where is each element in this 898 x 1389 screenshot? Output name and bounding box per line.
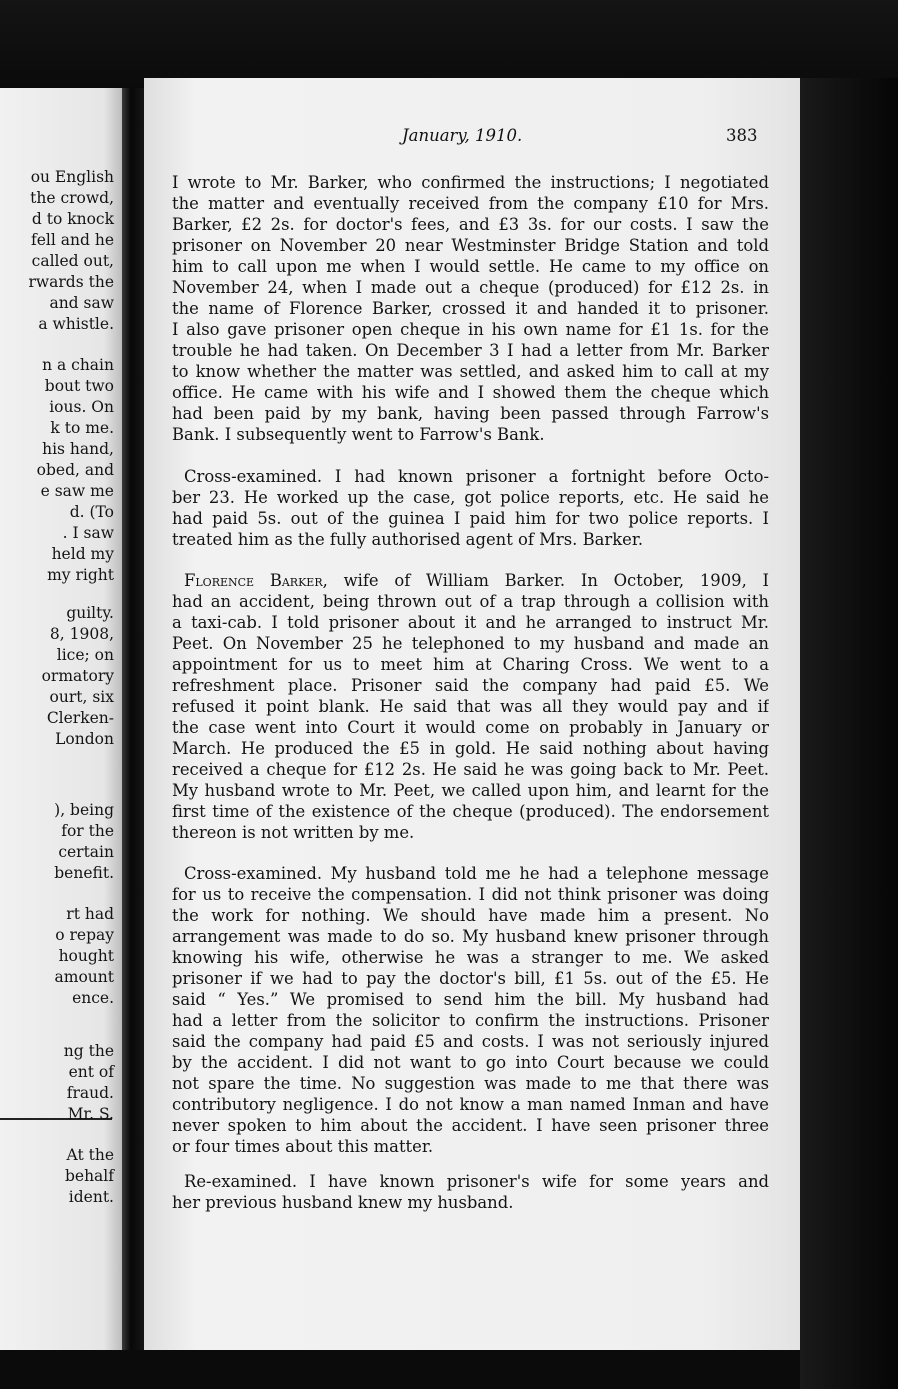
text-line: refused it point blank. He said that was all they would pay and if	[172, 697, 769, 716]
text-line: trouble he had taken. On December 3 I had a letter from Mr. Barker	[172, 341, 769, 360]
left-fragment: and saw	[49, 294, 114, 312]
left-fragment: ), being	[54, 801, 114, 819]
left-fragment: d to knock	[31, 210, 114, 228]
witness-line-rest: , wife of William Barker. In October, 1909, I	[322, 571, 769, 590]
left-fragment: my right	[47, 566, 114, 584]
left-fragment: a whistle.	[38, 315, 114, 333]
text-line: first time of the existence of the cheque (produced). The endorsement	[172, 802, 769, 821]
left-fragment: held my	[51, 545, 114, 563]
left-fragment: behalf	[64, 1167, 114, 1185]
text-line: Barker, £2 2s. for doctor's fees, and £3 3s. for our costs. I saw the	[172, 215, 769, 234]
text-line: the work for nothing. We should have made him a present. No	[172, 906, 769, 925]
text-line: Peet. On November 25 he telephoned to my husband and made an	[172, 634, 769, 653]
left-fragment: rwards the	[28, 273, 114, 291]
left-fragment: ence.	[72, 989, 114, 1007]
left-fragment: fell and he	[31, 231, 114, 249]
witness-name: Florence Barker	[184, 571, 323, 590]
text-line	[172, 570, 769, 591]
left-fragment: guilty.	[66, 604, 114, 622]
scan-right-background	[800, 78, 898, 1389]
text-line: her previous husband knew my husband.	[172, 1193, 514, 1212]
running-head-title: January, 1910.	[402, 126, 523, 145]
book-gutter	[122, 88, 144, 1350]
left-fragment: called out,	[31, 252, 114, 270]
left-fragment: amount	[54, 968, 114, 986]
text-line: the name of Florence Barker, crossed it and handed it to prisoner.	[172, 299, 769, 318]
left-fragment: the crowd,	[30, 189, 114, 207]
text-line: Cross-examined. I had known prisoner a fortnight before Octo-	[184, 467, 769, 486]
text-line: ber 23. He worked up the case, got police reports, etc. He said he	[172, 488, 769, 507]
text-line: My husband wrote to Mr. Peet, we called upon him, and learnt for the	[172, 781, 769, 800]
text-line: him to call upon me when I would settle. He came to my office on	[172, 257, 769, 276]
text-line: arrangement was made to do so. My husband knew prisoner through	[172, 927, 769, 946]
text-line: to know whether the matter was settled, and asked him to call at my	[172, 362, 769, 381]
text-line: thereon is not written by me.	[172, 823, 415, 842]
left-fragment: lice; on	[56, 646, 114, 664]
left-fragment: o repay	[55, 926, 114, 944]
text-line: Re-examined. I have known prisoner's wife for some years and	[184, 1172, 769, 1191]
left-fragment: ious. On	[49, 398, 114, 416]
left-fragment: obed, and	[36, 461, 114, 479]
text-line: refreshment place. Prisoner said the company had paid £5. We	[172, 676, 769, 695]
text-line: appointment for us to meet him at Charing Cross. We went to a	[172, 655, 769, 674]
left-fragment: his hand,	[42, 440, 114, 458]
text-line: said “ Yes.” We promised to send him the bill. My husband had	[172, 990, 769, 1009]
text-line: by the accident. I did not want to go into Court because we could	[172, 1053, 769, 1072]
text-line: the matter and eventually received from the company £10 for Mrs.	[172, 194, 769, 213]
left-fragment: fraud.	[66, 1084, 114, 1102]
text-line: said the company had paid £5 and costs. I was not seriously injured	[172, 1032, 769, 1051]
text-line: or four times about this matter.	[172, 1137, 434, 1156]
left-fragment: London	[55, 730, 114, 748]
text-line: for us to receive the compensation. I did not think prisoner was doing	[172, 885, 769, 904]
text-line: had an accident, being thrown out of a trap through a collision with	[172, 592, 769, 611]
text-line: not spare the time. No suggestion was made to me that there was	[172, 1074, 769, 1093]
left-fragment: d. (To	[69, 503, 114, 521]
text-line: Bank. I subsequently went to Farrow's Bank.	[172, 425, 545, 444]
text-line: Cross-examined. My husband told me he had a telephone message	[184, 864, 769, 883]
page-number: 383	[726, 126, 758, 145]
text-line: I wrote to Mr. Barker, who confirmed the instructions; I negotiated	[172, 173, 769, 192]
left-fragment: ou English	[30, 168, 114, 186]
left-page-margin	[0, 88, 122, 1350]
text-line: received a cheque for £12 2s. He said he was going back to Mr. Peet.	[172, 760, 769, 779]
left-fragment: k to me.	[50, 419, 114, 437]
left-fragment: ng the	[63, 1042, 114, 1060]
left-fragment: ourt, six	[49, 688, 114, 706]
left-fragment: At the	[66, 1146, 114, 1164]
left-fragment: bout two	[44, 377, 114, 395]
left-fragment: Mr. S.	[67, 1105, 114, 1123]
text-line: knowing his wife, otherwise he was a stranger to me. We asked	[172, 948, 769, 967]
text-line: contributory negligence. I do not know a man named Inman and have	[172, 1095, 769, 1114]
left-fragment: benefit.	[54, 864, 114, 882]
text-line: treated him as the fully authorised agent of Mrs. Barker.	[172, 530, 644, 549]
text-line: office. He came with his wife and I showed them the cheque which	[172, 383, 769, 402]
left-fragment: rt had	[66, 905, 114, 923]
left-fragment: e saw me	[40, 482, 114, 500]
text-line: the case went into Court it would come on probably in January or	[172, 718, 769, 737]
left-fragment: for the	[61, 822, 114, 840]
left-fragment: n a chain	[42, 356, 114, 374]
text-line: March. He produced the £5 in gold. He said nothing about having	[172, 739, 769, 758]
text-line: had been paid by my bank, having been passed through Farrow's	[172, 404, 769, 423]
text-line: November 24, when I made out a cheque (produced) for £12 2s. in	[172, 278, 769, 297]
left-fragment: hought	[58, 947, 114, 965]
left-fragment: . I saw	[62, 524, 114, 542]
text-line: had a letter from the solicitor to confirm the instructions. Prisoner	[172, 1011, 769, 1030]
text-line: prisoner if we had to pay the doctor's bill, £1 5s. out of the £5. He	[172, 969, 769, 988]
text-line: had paid 5s. out of the guinea I paid him for two police reports. I	[172, 509, 769, 528]
text-line: a taxi-cab. I told prisoner about it and he arranged to instruct Mr.	[172, 613, 769, 632]
text-line: prisoner on November 20 near Westminster Bridge Station and told	[172, 236, 769, 255]
left-fragment: Clerken-	[46, 709, 114, 727]
text-line: never spoken to him about the accident. I have seen prisoner three	[172, 1116, 769, 1135]
left-fragment: ident.	[68, 1188, 114, 1206]
left-fragment: certain	[58, 843, 114, 861]
text-line: I also gave prisoner open cheque in his own name for £1 1s. for the	[172, 320, 769, 339]
left-fragment: ent of	[68, 1063, 114, 1081]
left-fragment: 8, 1908,	[49, 625, 114, 643]
left-fragment: ormatory	[41, 667, 114, 685]
